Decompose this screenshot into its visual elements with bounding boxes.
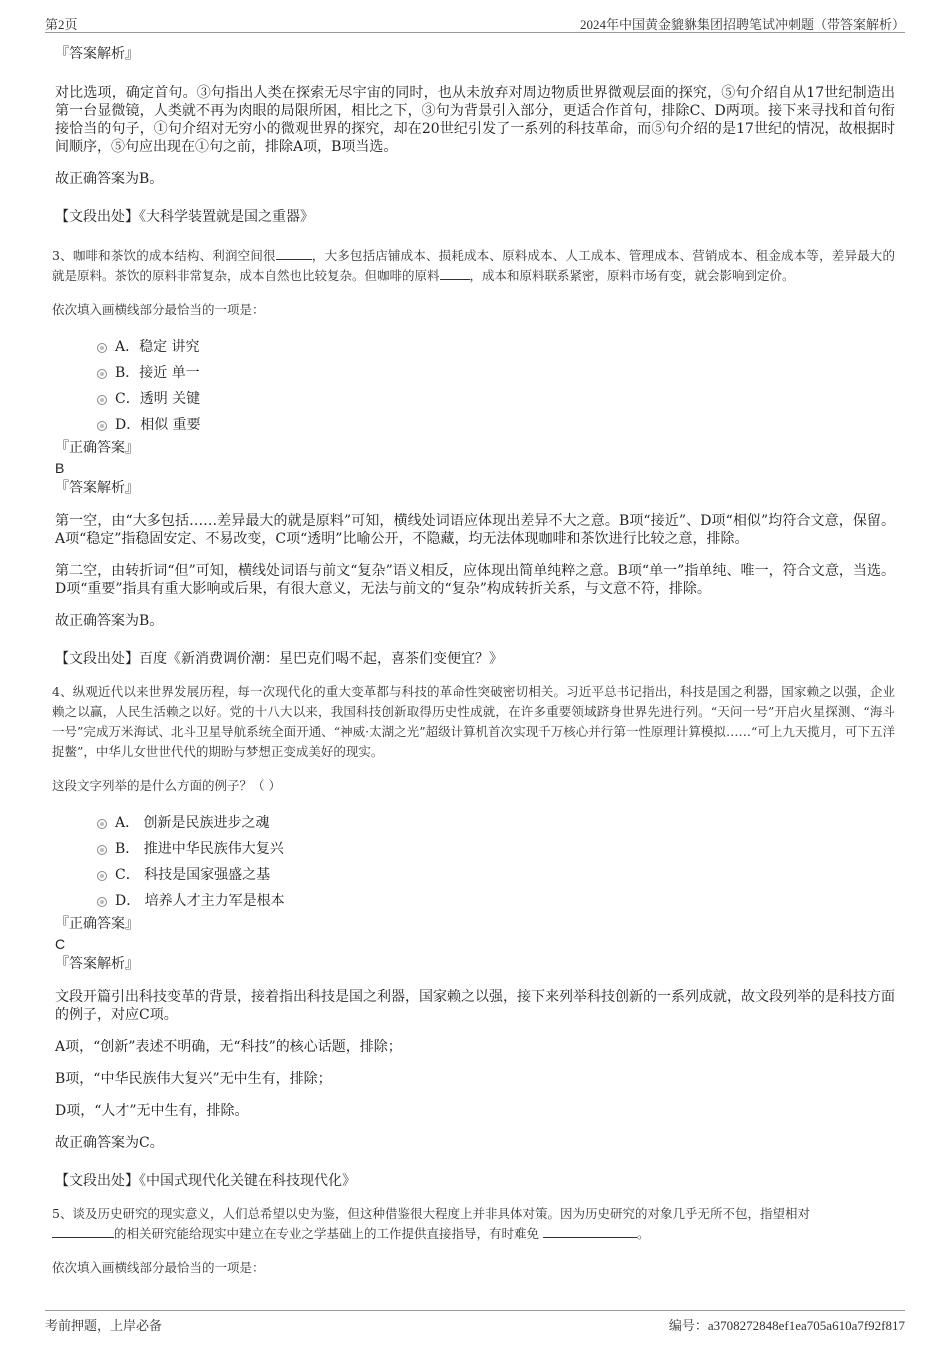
footer-slogan: 考前押题，上岸必备 (45, 1318, 163, 1333)
page-number: 第2页 (45, 17, 78, 32)
q3-analysis-2: 第二空，由转折词“但”可知，横线处词语与前文“复杂”语义相反，应体现出简单纯粹之意。B项“单一”指单纯、唯一，符合文意，当选。D项“重要”指具有重大影响或后果，有很大意义，无法与前文的“复杂”构成转折关系，与文意不符，排除。 (55, 563, 895, 597)
q3-blank-1 (276, 247, 312, 260)
page-header (45, 12, 905, 33)
q3-option-d[interactable]: D．相似 重要 (55, 412, 895, 438)
q4-option-a[interactable]: A． 创新是民族进步之魂 (55, 810, 895, 836)
q5-blank-2 (543, 1225, 637, 1238)
q5-blank-1 (52, 1225, 114, 1238)
radio-icon[interactable] (97, 369, 107, 379)
q5-prompt: 依次填入画横线部分最恰当的一项是： (52, 1260, 265, 1275)
q3-prompt: 依次填入画横线部分最恰当的一项是： (52, 302, 265, 317)
q5-stem: 5、谈及历史研究的现实意义，人们总希望以史为鉴，但这种借鉴很大程度上并非具体对策。因为历史研究的对象几乎无所不包，指望相对 的相关研究能给现实中建立在专业之学基础上的工作提供直接指导，有时难免 。 (52, 1206, 810, 1241)
q3-correct-answer: B (55, 460, 65, 476)
q4-source: 【文段出处】《中国式现代化关键在科技现代化》 (55, 1173, 356, 1189)
q4-prompt: 这段文字列举的是什么方面的例子？（ ） (52, 778, 281, 793)
q4-analysis-b: B项，“中华民族伟大复兴”无中生有，排除； (55, 1071, 332, 1087)
q4-option-b[interactable]: B． 推进中华民族伟大复兴 (55, 836, 895, 862)
q3-blank-2 (440, 267, 470, 280)
q4-correct-answer: C (55, 936, 66, 952)
document-id: 编号：a3708272848ef1ea705a610a7f92f817 (668, 1318, 905, 1333)
q3-option-a[interactable]: A．稳定 讲究 (55, 334, 895, 360)
q2-conclusion: 故正确答案为B。 (55, 171, 164, 187)
q3-correct-tag: 『正确答案』 (55, 440, 139, 456)
document-title: 2024年中国黄金貔貅集团招聘笔试冲刺题（带答案解析） (579, 17, 905, 32)
radio-icon[interactable] (97, 897, 107, 907)
q4-correct-tag: 『正确答案』 (55, 916, 139, 932)
radio-icon[interactable] (97, 343, 107, 353)
q2-source: 【文段出处】《大科学装置就是国之重器》 (55, 209, 314, 225)
q4-stem: 4、纵观近代以来世界发展历程，每一次现代化的重大变革都与科技的革命性突破密切相关。习近平总书记指出，科技是国之利器，国家赖之以强，企业赖之以赢，人民生活赖之以好。党的十八大以来，我国科技创新取得历史性成就，在许多重要领域跻身世界先进行列。“天问一号”开启火星探测、“海斗一号”完成万米海试、北斗卫星导航系统全面开通、“神威·太湖之光”超级计算机首次实现千万核心并行第一性原理计算模拟……“可上九天揽月，可下五洋捉鳖”，中华儿女世世代代的期盼与梦想正变成美好的现实。 (52, 684, 895, 759)
radio-icon[interactable] (97, 871, 107, 881)
q4-analysis-1: 文段开篇引出科技变革的背景，接着指出科技是国之利器，国家赖之以强，接下来列举科技创新的一系列成就，故文段列举的是科技方面的例子，对应C项。 (55, 989, 895, 1023)
q4-conclusion: 故正确答案为C。 (55, 1135, 164, 1151)
page-footer (45, 1310, 905, 1333)
q2-analysis: 对比选项，确定首句。③句指出人类在探索无尽宇宙的同时，也从未放弃对周边物质世界微观层面的探究，⑤句介绍自从17世纪制造出第一台显微镜，人类就不再为肉眼的局限所困，相比之下，③句为背景引入部分，更适合作首句，排除C、D两项。接下来寻找和首句衔接恰当的句子，①句介绍对无穷小的微观世界的探究，却在20世纪引发了一系列的科技革命，而⑤句介绍的是17世纪的情况，故根据时间顺序，⑤句应出现在①句之前，排除A项，B项当选。 (55, 85, 895, 155)
radio-icon[interactable] (97, 845, 107, 855)
q4-analysis-tag: 『答案解析』 (55, 956, 139, 972)
q3-option-c[interactable]: C．透明 关键 (55, 386, 895, 412)
q3-options (55, 334, 895, 438)
q4-analysis-a: A项，“创新”表述不明确，无“科技”的核心话题，排除； (55, 1039, 402, 1055)
q4-option-d[interactable]: D． 培养人才主力军是根本 (55, 888, 895, 914)
q2-analysis-tag: 『答案解析』 (55, 46, 139, 62)
q3-conclusion: 故正确答案为B。 (55, 613, 164, 629)
q3-source: 【文段出处】百度《新消费调价潮：星巴克们喝不起，喜茶们变便宜？》 (55, 651, 503, 667)
q3-stem: 3、咖啡和茶饮的成本结构、利润空间很 ，大多包括店铺成本、损耗成本、原料成本、人工成本、管理成本、营销成本、租金成本等，差异最大的就是原料。茶饮的原料非常复杂，成本自然也比较复杂。但咖啡的原料 ，成本和原料联系紧密，原料市场有变，就会影响到定价。 (52, 248, 895, 283)
q3-analysis-1: 第一空，由“大多包括……差异最大的就是原料”可知，横线处词语应体现出差异不大之意。B项“接近”、D项“相似”均符合文意，保留。A项“稳定”指稳固安定、不易改变，C项“透明”比喻公开，不隐藏，均无法体现咖啡和茶饮进行比较之意，排除。 (55, 513, 895, 547)
q4-analysis-d: D项，“人才”无中生有，排除。 (55, 1103, 249, 1119)
q4-options (55, 810, 895, 914)
q3-analysis-tag: 『答案解析』 (55, 480, 139, 496)
radio-icon[interactable] (97, 395, 107, 405)
radio-icon[interactable] (97, 421, 107, 431)
page-content (52, 44, 895, 1278)
q3-option-b[interactable]: B．接近 单一 (55, 360, 895, 386)
radio-icon[interactable] (97, 819, 107, 829)
q4-option-c[interactable]: C． 科技是国家强盛之基 (55, 862, 895, 888)
